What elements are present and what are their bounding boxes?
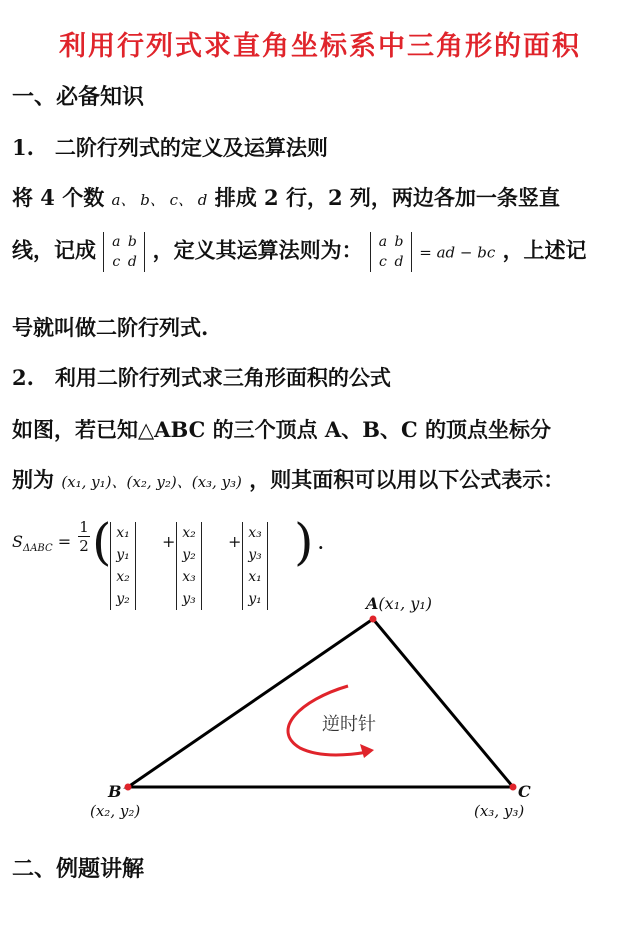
vertex-b-dot bbox=[125, 784, 132, 791]
para2-line1: 如图，若已知△ABC 的三个顶点 A、B、C 的顶点坐标分 bbox=[12, 417, 551, 442]
det2-entry-a: a bbox=[378, 234, 388, 250]
fd2-c: x₃ bbox=[182, 569, 196, 585]
det2-entry-d: d bbox=[394, 254, 404, 270]
formula-rparen: ) bbox=[294, 513, 314, 571]
fd3-b: y₃ bbox=[248, 547, 262, 563]
label-a: A bbox=[366, 594, 379, 613]
plus-sign-2: + bbox=[228, 532, 242, 551]
formula-lhs: S bbox=[12, 532, 23, 551]
triangle-abc bbox=[128, 619, 513, 787]
det-entry-c: c bbox=[112, 254, 121, 270]
para1-line2-start: 线，记成 bbox=[12, 237, 96, 263]
formula-end: . bbox=[318, 534, 324, 553]
para1-line2-end: ，上述记 bbox=[502, 237, 587, 263]
fd3-a: x₃ bbox=[248, 525, 262, 541]
para2-coords: (x₁, y₁)、(x₂, y₂)、(x₃, y₃) bbox=[61, 473, 242, 491]
para1-vars: a、 b、 c、 d bbox=[111, 191, 208, 209]
item2-heading: 2. 利用二阶行列式求三角形面积的公式 bbox=[12, 365, 391, 390]
para1-line3: 号就叫做二阶行列式. bbox=[12, 315, 209, 340]
section2-heading: 二、例题讲解 bbox=[12, 856, 145, 882]
formula-sub: ΔABC bbox=[22, 543, 53, 555]
vertex-c-dot bbox=[510, 784, 517, 791]
item1-heading: 1. 二阶行列式的定义及运算法则 bbox=[12, 135, 328, 160]
counterclockwise-arrowhead-icon bbox=[360, 744, 374, 758]
det-formula-result: = ad − bc bbox=[419, 243, 496, 262]
coord-a: (x₁, y₁) bbox=[378, 594, 432, 613]
fd1-b: y₁ bbox=[116, 547, 130, 563]
det-entry-d: d bbox=[127, 254, 137, 270]
vertex-a-dot bbox=[370, 616, 377, 623]
plus-sign-1: + bbox=[162, 532, 176, 551]
para1-line1-start: 将 4 个数 bbox=[12, 185, 105, 210]
fd1-d: y₂ bbox=[116, 591, 130, 607]
vertex-c-label: C bbox=[518, 782, 531, 801]
arrow-label: 逆时针 bbox=[322, 714, 376, 735]
formula-frac-den: 2 bbox=[79, 537, 89, 555]
vertex-b-label: B bbox=[108, 782, 122, 801]
coord-b: (x₂, y₂) bbox=[90, 802, 141, 820]
para2-line2-start: 别为 bbox=[12, 467, 54, 492]
fd2-a: x₂ bbox=[182, 525, 196, 541]
section1-heading: 一、必备知识 bbox=[12, 84, 145, 110]
vertex-a-label bbox=[366, 594, 432, 613]
det2-entry-c: c bbox=[379, 254, 387, 270]
fd2-b: y₂ bbox=[182, 547, 196, 563]
coord-c: (x₃, y₃) bbox=[474, 802, 525, 820]
fd3-d: y₁ bbox=[248, 591, 262, 607]
fd1-a: x₁ bbox=[116, 525, 130, 541]
para1-line2-mid: ，定义其运算法则为： bbox=[152, 237, 363, 263]
page-title: 利用行列式求直角坐标系中三角形的面积 bbox=[59, 31, 581, 62]
formula-frac-num: 1 bbox=[79, 518, 89, 536]
formula-eq: = bbox=[57, 532, 72, 551]
fd2-d: y₃ bbox=[182, 591, 196, 607]
fd1-c: x₂ bbox=[116, 569, 130, 585]
para1-line1-end: 排成 2 行，2 列，两边各加一条竖直 bbox=[214, 185, 560, 210]
det-entry-b: b bbox=[127, 234, 137, 250]
det-entry-a: a bbox=[112, 234, 121, 250]
det2-entry-b: b bbox=[394, 234, 404, 250]
para2-line2-end: ，则其面积可以用以下公式表示： bbox=[249, 467, 565, 492]
fd3-c: x₁ bbox=[248, 569, 262, 585]
formula-lparen: ( bbox=[92, 513, 112, 571]
